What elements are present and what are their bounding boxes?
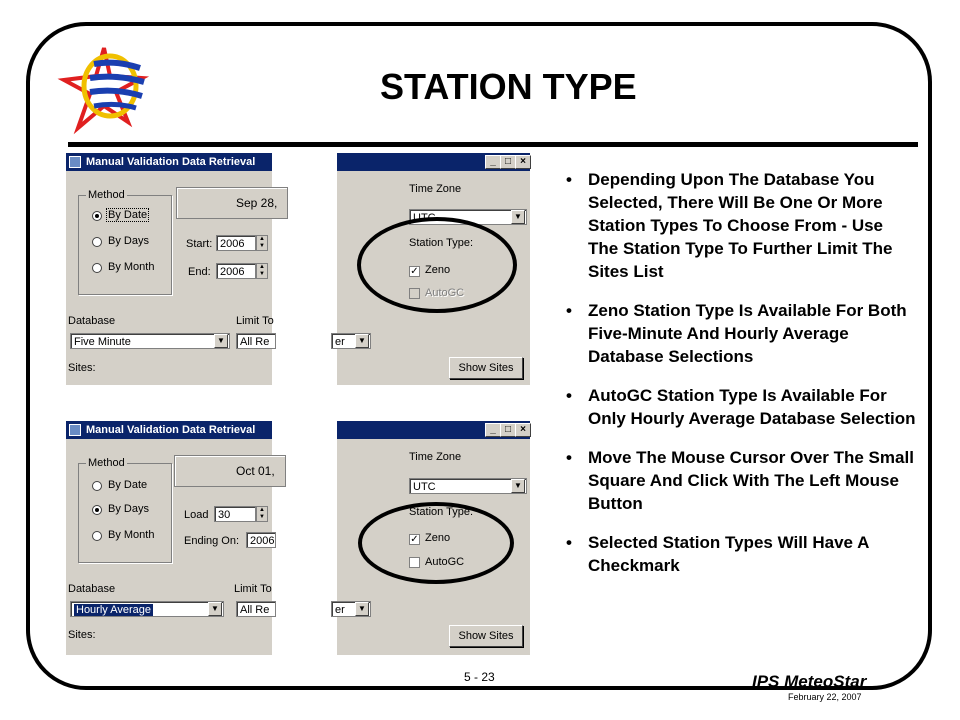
close-icon[interactable]: ×: [515, 423, 531, 437]
sites-label: Sites:: [68, 629, 96, 641]
time-zone-dropdown-arrow-icon[interactable]: ▼: [511, 479, 525, 493]
window-title: Manual Validation Data Retrieval: [86, 156, 256, 168]
bullet-dot-icon: •: [566, 301, 572, 320]
database-value: Five Minute: [74, 336, 131, 348]
bullet-item: [564, 446, 916, 515]
limit-label: Limit To: [236, 315, 274, 327]
bullet-dot-icon: •: [566, 386, 572, 405]
radio-by-days[interactable]: [92, 505, 102, 515]
time-zone-label: Time Zone: [409, 183, 462, 195]
bullet-item: [564, 299, 916, 368]
end-value: 2006: [220, 266, 245, 278]
bullet-text: Depending Upon The Database You Selected, There Will Be One Or More Station Types To Choose From - Use The Station Type To Further Limit The Sites List: [588, 170, 893, 281]
screen1-window-left: [66, 153, 278, 385]
database-dropdown-arrow-icon[interactable]: ▼: [214, 334, 228, 348]
show-sites-button[interactable]: Show Sites: [449, 357, 523, 379]
time-zone-value: UTC: [413, 481, 436, 493]
radio-by-month[interactable]: [92, 263, 102, 273]
radio-by-days[interactable]: [92, 237, 102, 247]
radio-by-date[interactable]: [92, 481, 102, 491]
limit-select[interactable]: [236, 601, 276, 617]
start-input[interactable]: [216, 235, 256, 251]
ending-on-label: Ending On:: [184, 535, 240, 547]
highlight-ellipse: [358, 502, 514, 584]
window-title: Manual Validation Data Retrieval: [86, 424, 256, 436]
limit-dropdown-arrow-icon[interactable]: ▼: [355, 602, 369, 616]
load-label: Load: [184, 509, 209, 521]
app-icon: [69, 156, 81, 168]
bullet-text: AutoGC Station Type Is Available For Only Hourly Average Database Selection: [588, 386, 916, 428]
load-spinner[interactable]: ▲ ▼: [256, 506, 268, 522]
limit-tail-text: er: [335, 604, 345, 616]
limit-select[interactable]: [236, 333, 276, 349]
minimize-icon[interactable]: _: [485, 423, 501, 437]
page-number: 5 - 23: [464, 670, 495, 684]
close-icon[interactable]: ×: [515, 155, 531, 169]
method-label: Method: [88, 189, 125, 201]
zeno-checkbox[interactable]: ✓: [410, 534, 419, 545]
bullet-text: Zeno Station Type Is Available For Both Five-Minute And Hourly Average Database Selections: [588, 301, 907, 366]
date-display: Sep 28,: [236, 196, 278, 210]
station-type-label: Station Type:: [409, 506, 474, 518]
zeno-label[interactable]: Zeno: [425, 264, 451, 276]
bullet-item: [564, 168, 916, 283]
bullet-text: Selected Station Types Will Have A Checkmark: [588, 533, 869, 575]
bullet-item: [564, 531, 916, 577]
slide-title: STATION TYPE: [380, 66, 637, 107]
autogc-label[interactable]: AutoGC: [425, 556, 465, 568]
bullet-item: [564, 384, 916, 430]
app-icon: [69, 424, 81, 436]
meteostar-logo-icon: [44, 38, 164, 138]
limit-dropdown-arrow-icon[interactable]: ▼: [355, 334, 369, 348]
radio-by-month-label[interactable]: By Month: [108, 529, 155, 541]
load-input[interactable]: [214, 506, 256, 522]
limit-value: All Re: [240, 336, 270, 348]
screen2-titlebar: [66, 421, 272, 439]
ending-on-value: 2006: [250, 535, 275, 547]
ending-on-input[interactable]: [246, 532, 276, 548]
database-value: Hourly Average: [76, 604, 152, 616]
radio-by-days-label[interactable]: By Days: [108, 503, 149, 515]
maximize-icon[interactable]: □: [500, 423, 516, 437]
highlight-ellipse: [357, 217, 517, 313]
sites-label: Sites:: [68, 362, 96, 374]
zeno-checkbox[interactable]: ✓: [410, 266, 419, 277]
bullet-dot-icon: •: [566, 448, 572, 467]
maximize-icon[interactable]: □: [500, 155, 516, 169]
database-select[interactable]: [70, 601, 224, 617]
bullet-dot-icon: •: [566, 170, 572, 189]
radio-by-month-label[interactable]: By Month: [108, 261, 155, 273]
zeno-label[interactable]: Zeno: [425, 532, 451, 544]
database-label: Database: [68, 583, 116, 595]
bullet-text: Move The Mouse Cursor Over The Small Square And Click With The Left Mouse Button: [588, 448, 914, 513]
show-sites-button[interactable]: Show Sites: [449, 625, 523, 647]
time-zone-dropdown-arrow-icon[interactable]: ▼: [511, 210, 525, 224]
radio-by-date-label[interactable]: By Date: [108, 209, 148, 221]
screen1-titlebar: [66, 153, 272, 171]
time-zone-select[interactable]: [409, 478, 527, 494]
start-value: 2006: [220, 238, 245, 250]
end-spinner[interactable]: ▲ ▼: [256, 263, 268, 279]
load-value: 30: [218, 509, 231, 521]
database-dropdown-arrow-icon[interactable]: ▼: [208, 602, 222, 616]
radio-by-date[interactable]: [92, 211, 102, 221]
limit-value: All Re: [240, 604, 270, 616]
radio-by-date-label[interactable]: By Date: [108, 479, 148, 491]
bullet-dot-icon: •: [566, 533, 572, 552]
title-divider: [68, 142, 918, 147]
brand-name: IPS MeteoStar: [752, 672, 867, 691]
start-spinner[interactable]: ▲ ▼: [256, 235, 268, 251]
minimize-icon[interactable]: _: [485, 155, 501, 169]
limit-tail-text: er: [335, 336, 345, 348]
autogc-label[interactable]: AutoGC: [425, 287, 465, 299]
limit-label: Limit To: [234, 583, 272, 595]
screen2-window-left: [66, 421, 275, 655]
station-type-label: Station Type:: [409, 237, 474, 249]
date-display: Oct 01,: [236, 464, 275, 478]
time-zone-value: UTC: [413, 212, 436, 224]
database-select[interactable]: [70, 333, 230, 349]
bullet-list: [564, 168, 916, 593]
radio-by-days-label[interactable]: By Days: [108, 235, 149, 247]
database-label: Database: [68, 315, 116, 327]
time-zone-label: Time Zone: [409, 451, 462, 463]
start-label: Start:: [186, 238, 213, 250]
end-input[interactable]: [216, 263, 256, 279]
slide-date: February 22, 2007: [788, 692, 862, 702]
radio-by-month[interactable]: [92, 531, 102, 541]
method-label: Method: [88, 457, 125, 469]
end-label: End:: [188, 266, 211, 278]
